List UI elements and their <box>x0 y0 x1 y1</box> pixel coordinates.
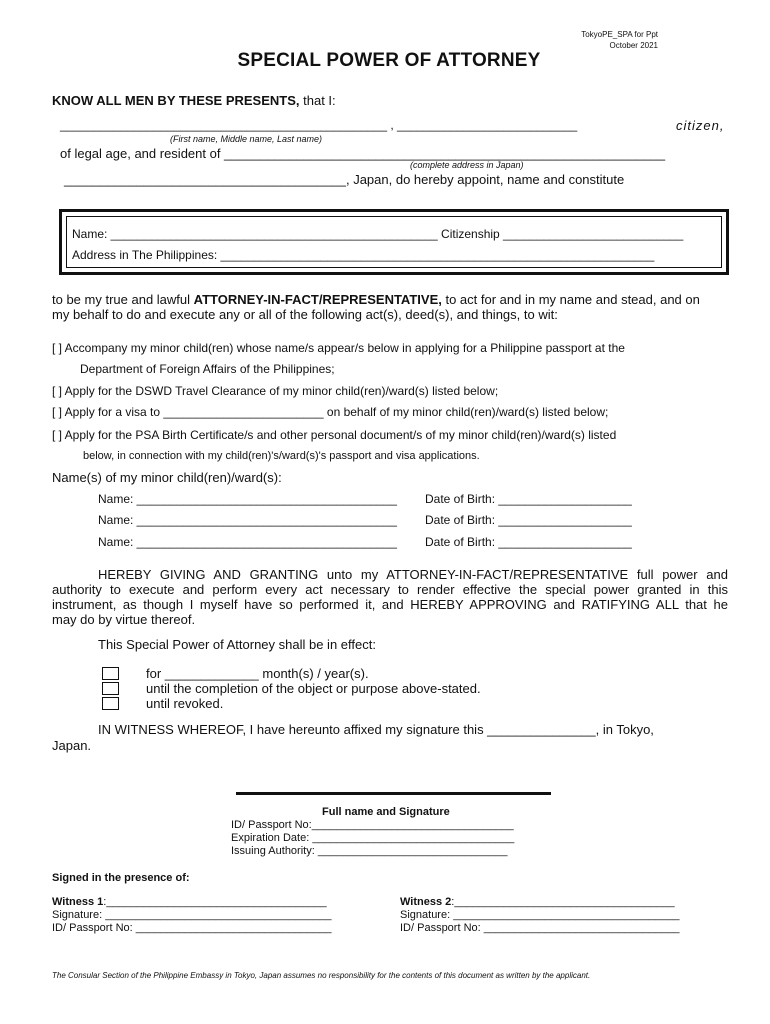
disclaimer-footer: The Consular Section of the Philippine Embassy in Tokyo, Japan assumes no responsibility for the contents of this document as written by the applicant. <box>52 971 591 980</box>
minor-dob-field[interactable]: Date of Birth: ____________________ <box>425 535 632 549</box>
attorney-name-field[interactable]: Name: _________________________________________________ Citizenship ___________________________ <box>72 227 684 241</box>
granting-line-4: may do by virtue thereof. <box>52 612 196 627</box>
witness-clause-line-1[interactable]: IN WITNESS WHEREOF, I have hereunto affixed my signature this _______________, in Tokyo, <box>98 722 654 737</box>
act-psa-cont: below, in connection with my child(ren)'s/ward(s)'s passport and visa applications. <box>83 450 480 462</box>
citizen-label: citizen, <box>676 118 725 133</box>
attorney-address-field[interactable]: Address in The Philippines: _________________________________________________________________ <box>72 248 655 262</box>
granting-line-1: HEREBY GIVING AND GRANTING unto my ATTORNEY-IN-FACT/REPRESENTATIVE full power and <box>98 567 728 582</box>
name-hint: (First name, Middle name, Last name) <box>170 134 323 144</box>
page-title: SPECIAL POWER OF ATTORNEY <box>237 50 541 71</box>
effect-checkbox[interactable] <box>102 682 119 695</box>
id-passport-field[interactable]: ID/ Passport No:_________________________________ <box>231 819 514 831</box>
purpose-line-2: my behalf to do and execute any or all of the following act(s), deed(s), and things, to wit: <box>52 307 558 322</box>
effect-heading: This Special Power of Attorney shall be in effect: <box>98 637 376 652</box>
act-psa[interactable]: [ ] Apply for the PSA Birth Certificate/s and other personal document/s of my minor child(ren)/ward(s) listed <box>52 428 617 442</box>
witness-2-label: Witness 2 <box>400 896 452 908</box>
witness-2-signature-field[interactable]: Signature: _____________________________________ <box>400 909 680 921</box>
effect-checkbox[interactable] <box>102 697 119 710</box>
minor-dob-field[interactable]: Date of Birth: ____________________ <box>425 492 632 506</box>
presence-heading: Signed in the presence of: <box>52 872 190 884</box>
act-passport[interactable]: [ ] Accompany my minor child(ren) whose name/s appear/s below in applying for a Philippine passport at the <box>52 341 625 355</box>
witness-1-label: Witness 1 <box>52 896 104 908</box>
minor-name-field[interactable]: Name: _______________________________________ <box>98 513 397 527</box>
know-all-bold: KNOW ALL MEN BY THESE PRESENTS, <box>52 93 300 108</box>
expiration-date-field[interactable]: Expiration Date: _________________________________ <box>231 832 515 844</box>
effect-option-revoked: until revoked. <box>146 696 224 711</box>
document-reference <box>581 29 658 51</box>
witness-1-field[interactable] <box>52 896 327 908</box>
purpose-post: to act for and in my name and stead, and on <box>441 292 700 307</box>
know-all-line <box>52 93 336 108</box>
purpose-bold: ATTORNEY-IN-FACT/REPRESENTATIVE, <box>193 292 442 307</box>
address-hint: (complete address in Japan) <box>410 160 524 170</box>
know-all-rest: that I: <box>299 93 336 108</box>
purpose-line-1 <box>52 292 700 307</box>
appoint-line[interactable]: _______________________________________, Japan, do hereby appoint, name and constitute <box>64 172 625 187</box>
signature-line[interactable] <box>236 792 551 795</box>
purpose-pre: to be my true and lawful <box>52 292 194 307</box>
witness-1-id-field[interactable]: ID/ Passport No: ________________________________ <box>52 922 332 934</box>
minor-name-field[interactable]: Name: _______________________________________ <box>98 492 397 506</box>
witness-1-line: :____________________________________ <box>103 896 327 908</box>
effect-option-period[interactable]: for _____________ month(s) / year(s). <box>146 666 369 681</box>
granting-paragraph <box>52 567 728 627</box>
act-dswd[interactable]: [ ] Apply for the DSWD Travel Clearance of my minor child(ren)/ward(s) listed below; <box>52 384 499 398</box>
act-passport-cont: Department of Foreign Affairs of the Philippines; <box>80 362 335 376</box>
witness-clause-line-2: Japan. <box>52 738 92 753</box>
reference-date: October 2021 <box>609 41 658 50</box>
witness-2-line: :____________________________________ <box>451 896 675 908</box>
minor-name-field[interactable]: Name: _______________________________________ <box>98 535 397 549</box>
attorney-box <box>59 209 729 275</box>
granting-line-3: instrument, as though I myself have so performed it, and HEREBY APPROVING and RATIFYING ALL that he <box>52 597 728 612</box>
attorney-box-inner <box>66 216 722 268</box>
witness-2-field[interactable] <box>400 896 675 908</box>
minors-heading: Name(s) of my minor child(ren)/ward(s): <box>52 470 282 485</box>
residence-field[interactable]: of legal age, and resident of _____________________________________________________________ <box>60 146 666 161</box>
witness-1-signature-field[interactable]: Signature: _____________________________________ <box>52 909 332 921</box>
principal-name-field[interactable]: _________________________________________________ , ___________________________ <box>60 118 578 132</box>
issuing-authority-field[interactable]: Issuing Authority: _______________________________ <box>231 845 508 857</box>
effect-checkbox[interactable] <box>102 667 119 680</box>
granting-line-2: authority to execute and perform every act necessary to render effective the special power granted in this <box>52 582 728 597</box>
witness-2-id-field[interactable]: ID/ Passport No: ________________________________ <box>400 922 680 934</box>
minor-dob-field[interactable]: Date of Birth: ____________________ <box>425 513 632 527</box>
effect-option-completion: until the completion of the object or purpose above-stated. <box>146 681 481 696</box>
signature-label: Full name and Signature <box>322 806 450 818</box>
reference-code: TokyoPE_SPA for Ppt <box>581 30 658 39</box>
act-visa[interactable]: [ ] Apply for a visa to ________________________ on behalf of my minor child(ren)/ward(s) listed below; <box>52 405 609 419</box>
